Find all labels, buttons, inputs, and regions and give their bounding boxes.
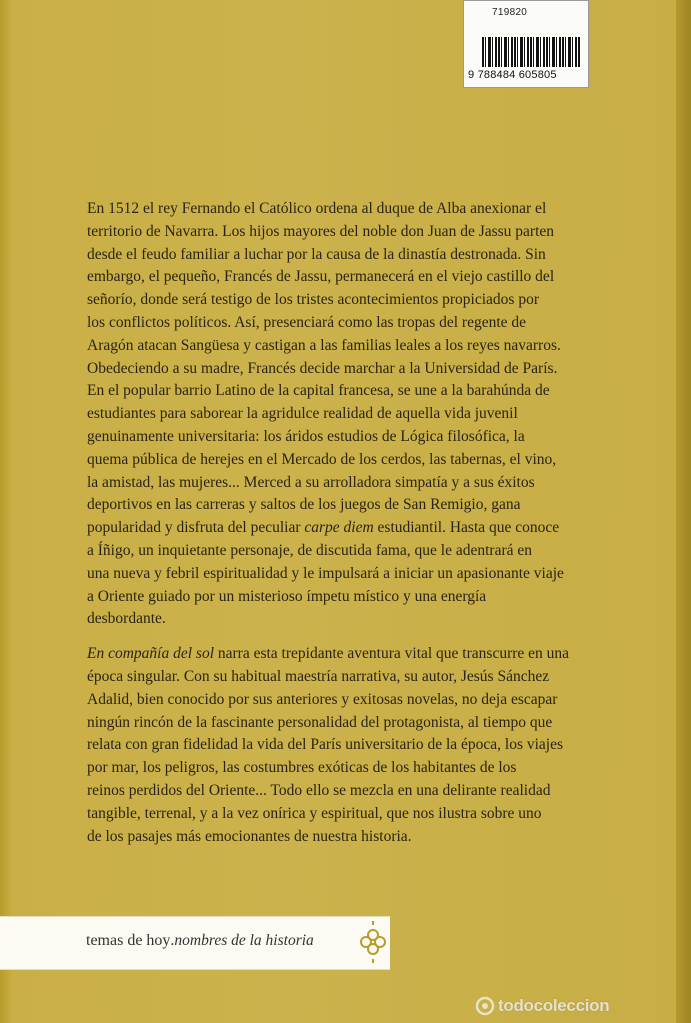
text-line: por mar, los peligros, las costumbres exóticas de los habitantes de los: [87, 759, 517, 777]
text-line: Adalid, bien conocido por sus anteriores y exitosas novelas, no deja escapar: [87, 690, 558, 708]
text-line: genuinamente universitaria: los áridos estudios de Lógica filosófica, la: [87, 427, 525, 445]
text-line: desde el feudo familiar a luchar por la causa de la dinastía destronada. Sin: [87, 245, 546, 263]
text-line: quema pública de herejes en el Mercado de los cerdos, las tabernas, el vino,: [87, 450, 557, 468]
watermark-text: todocoleccion: [498, 996, 610, 1015]
synopsis-text: [87, 198, 587, 860]
text-line: señorío, donde será testigo de los tristes acontecimientos propiciados por: [87, 291, 539, 309]
publisher-imprint: [86, 932, 314, 950]
barcode-label: [463, 0, 589, 88]
isbn-number: 9 788484 605805: [468, 69, 557, 81]
text-line: tangible, terrenal, y a la vez onírica y espiritual, que nos ilustra sobre uno: [87, 804, 542, 822]
text-line: [87, 517, 587, 540]
text-line: los conflictos políticos. Así, presenciará como las tropas del regente de: [87, 313, 527, 331]
collection-name: nombres de la historia: [174, 932, 314, 949]
ornament-knot-icon: [356, 917, 390, 967]
publisher-name: temas de hoy: [86, 932, 171, 949]
text-line: desbordante.: [87, 610, 166, 628]
text-line: a Oriente guiado por un misterioso ímpetu místico y una energía: [87, 587, 487, 605]
synopsis-paragraph-2: [87, 643, 587, 848]
text-line: Obedeciendo a su madre, Francés decide marchar a la Universidad de París.: [87, 359, 558, 377]
latin-phrase: carpe diem: [304, 519, 374, 537]
text-segment: popularidad y disfruta del peculiar: [87, 519, 305, 537]
text-line: Aragón atacan Sangüesa y castigan a las familias leales a los reyes navarros.: [87, 336, 561, 354]
publisher-imprint-band: [0, 916, 390, 970]
book-title: En compañía del sol: [87, 645, 214, 663]
text-line: [87, 643, 587, 666]
text-line: de los pasajes más emocionantes de nuestra historia.: [87, 827, 412, 845]
text-line: En 1512 el rey Fernando el Católico ordena al duque de Alba anexionar el: [87, 200, 547, 217]
text-line: estudiantes para saborear la agridulce realidad de aquella vida juvenil: [87, 405, 518, 423]
barcode-top-number: 719820: [492, 7, 528, 18]
text-line: embargo, el pequeño, Francés de Jassu, permanecerá en el viejo castillo del: [87, 268, 555, 286]
text-line: a Íñigo, un inquietante personaje, de discutida fama, que le adentrará en: [87, 541, 533, 559]
text-line: relata con gran fidelidad la vida del París universitario de la época, los viajes: [87, 736, 564, 754]
synopsis-paragraph-1: [87, 198, 587, 631]
separator-dot: .: [170, 932, 175, 949]
barcode-icon: [482, 37, 580, 67]
text-line: En el popular barrio Latino de la capital francesa, se une a la barahúnda de: [87, 382, 550, 400]
text-line: una nueva y febril espiritualidad y le impulsará a iniciar un apasionante viaje: [87, 564, 564, 582]
watermark-logo-icon: [475, 996, 495, 1016]
cover-edge: [676, 0, 691, 1023]
text-line: ningún rincón de la fascinante personalidad del protagonista, al tiempo que: [87, 713, 553, 731]
text-line: deportivos en las carreras y saltos de los juegos de San Remigio, gana: [87, 496, 521, 514]
text-line: territorio de Navarra. Los hijos mayores del noble don Juan de Jassu parten: [87, 222, 555, 240]
text-segment: estudiantil. Hasta que conoce: [373, 519, 560, 537]
text-segment: narra esta trepidante aventura vital que transcurre en una: [214, 645, 570, 663]
text-line: época singular. Con su habitual maestría narrativa, su autor, Jesús Sánchez: [87, 667, 550, 685]
text-line: la amistad, las mujeres... Merced a su arrolladora simpatía y a sus éxitos: [87, 473, 535, 491]
text-line: reinos perdidos del Oriente... Todo ello se mezcla en una delirante realidad: [87, 781, 551, 799]
